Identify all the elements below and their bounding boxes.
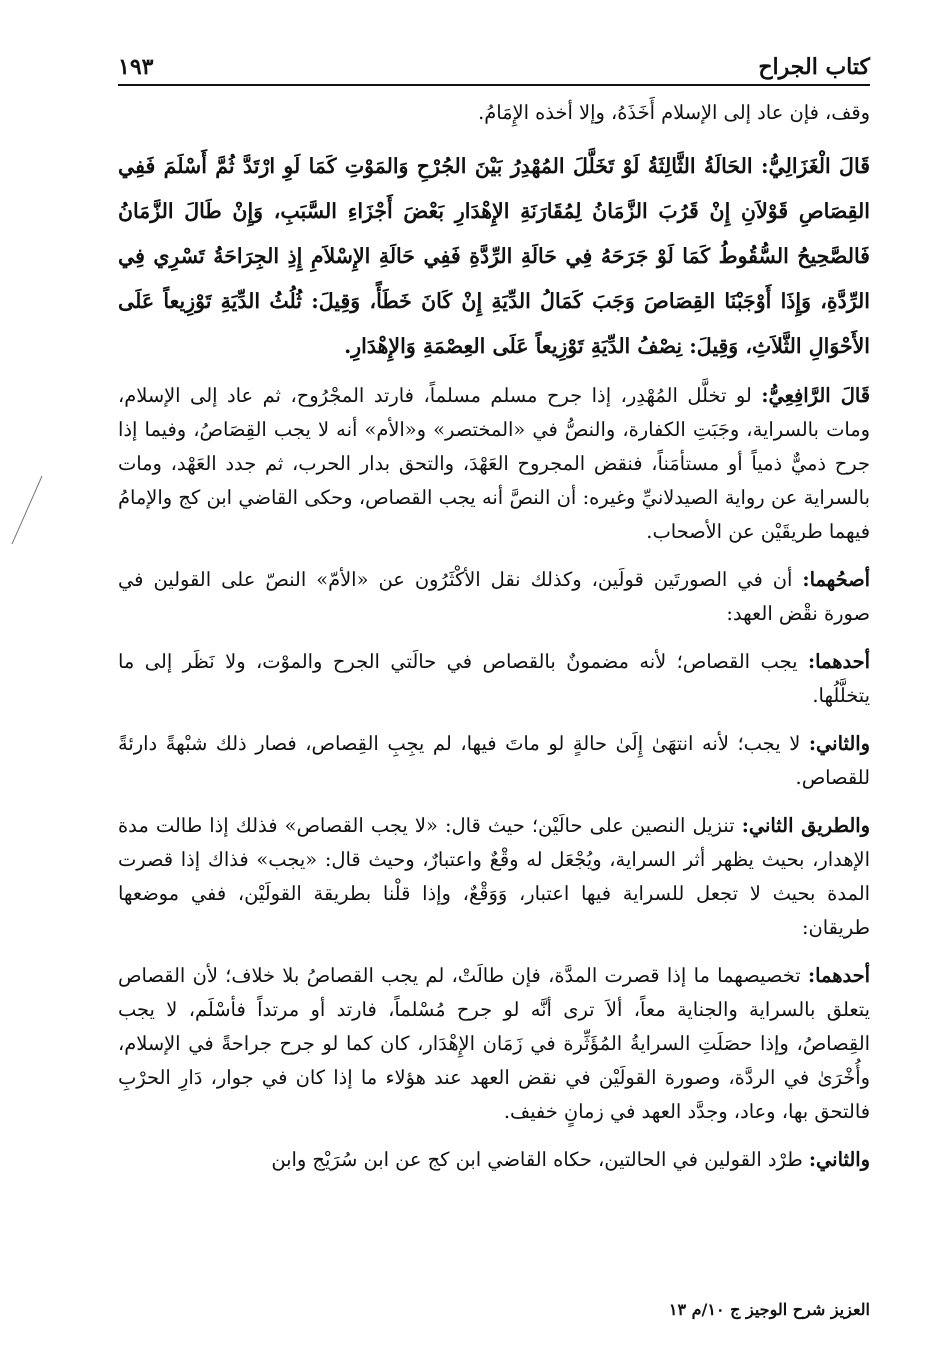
paragraph-rafii-commentary bbox=[118, 379, 870, 549]
page-header bbox=[118, 36, 870, 86]
page-number: ١٩٣ bbox=[118, 54, 154, 80]
paragraph-ghazali-matn bbox=[118, 144, 870, 369]
paragraph-text: تنزيل النصين على حالَيْن؛ حيث قال: «لا يجب القصاص» فذلك إذا طالت مدة الإهدار، بحيث يظهر أثر السراية، ويُجْعَل له وقْعٌ واعتبارٌ، وحيث قال: «يجب» فذاك إذا قصرت المدة بحيث لا تجعل للسراية فيها اعتبار، وَوَقْعٌ، وإذا قلْنا بطريقة القولَيْن، ففي موضعها طريقان: bbox=[118, 814, 870, 939]
paragraph-text: طرْد القولين في الحالتين، حكاه القاضي ابن كج عن ابن سُرَيْج وابن bbox=[271, 1148, 809, 1171]
scan-edge-mark bbox=[8, 470, 48, 550]
paragraph-text: يجب القصاص؛ لأنه مضمونٌ بالقصاص في حالَتي الجرح والموْت، ولا نَظَر إلى ما يتخلَّلُها. bbox=[118, 650, 870, 707]
page-signature: العزيز شرح الوجيز ج ١٠/م ١٣ bbox=[668, 1300, 870, 1319]
paragraph-lead: أحدهما: bbox=[807, 964, 870, 987]
paragraph-text: لا يجب؛ لأنه انتهَىٰ إِلَىٰ حالةٍ لو ماتَ فيها، لم يجِبِ القِصاص، فصار ذلك شبْهةً دارئةً للقصاص. bbox=[118, 732, 870, 789]
paragraph-first-method bbox=[118, 959, 870, 1129]
paragraph-lead: والثاني: bbox=[808, 1148, 870, 1171]
paragraph-lead: والطريق الثاني: bbox=[741, 814, 870, 837]
paragraph-text: لو تخلَّل المُهْدِر، إذا جرح مسلم مسلماً، فارتد المجْرُوح، ثم عاد إلى الإسلام، ومات بالسراية، وجَبَتِ الكفارة، والنصُّ في «المختصر» و«الأم» أنه لا يجب القِصَاصُ، وفيما إذا جرح ذميٌّ ذمياً أو مستأمَناً، فنقض المجروح العَهْدَ، والتحق بدار الحرب، ثم جدد العَهْد، ومات بالسراية عن رواية الصيدلانيِّ وغيره: أن النصَّ أنه يجب القصاص، وحكى القاضي ابن كج والإمامُ فيهما طريقَيْن عن الأصحاب. bbox=[118, 384, 870, 543]
paragraph-text: قَالَ الْغَزَالِيُّ: الحَالَةُ الثَّالِثَةُ لَوْ تَخَلَّلَ المُهْدِرُ بَيْنَ الجُرْحِ وَالمَوْتِ كَمَا لَوِ ارْتَدَّ ثُمَّ أَسْلَمَ فَفِي القِصَاصِ قَوْلاَنِ إِنْ قَرُبَ الزَّمَانُ لِمُقَارَنَةِ الإِهْدَارِ بَعْضَ أَجْزَاءِ السَّبَبِ، وَإِنْ طَالَ الزَّمَانُ فَالصَّحِيحُ السُّقُوطُ كَمَا لَوْ جَرَحَهُ فِي حَالَةِ الرِّدَّةِ فَفِي حَالَةِ الإِسْلاَمِ إِذِ الجِرَاحَةُ تَسْرِي فِي الرِّدَّةِ، وَإِذَا أَوْجَبْنَا القِصَاصَ وَجَبَ كَمَالُ الدِّيَةِ إِنْ كَانَ خَطَأً، وَقِيلَ: ثُلُثُ الدِّيَةِ تَوْزِيعاً عَلَى الأَحْوَالِ الثَّلاَثِ، وَقِيلَ: نِصْفُ الدِّيَةِ تَوْزِيعاً عَلَى العِصْمَةِ وَالإِهْدَارِ. bbox=[118, 154, 870, 358]
paragraph-lead: أصحُهما: bbox=[802, 568, 870, 591]
paragraph-text: تخصيصهما ما إذا قصرت المدَّة، فإن طالَتْ، لم يجب القصاصُ بلا خلاف؛ لأن القصاص يتعلق بالسراية والجناية معاً، ألاَ ترى أنَّه لو جرح مُسْلماً، فارتد أو مرتداً فأسْلَم، لا يجب القِصاصُ، وإذا حصَلَتِ السرايةُ المُؤَثِّرة في زَمَان الإِهْدَار، كان كما لو جرح جراحةً في الإسلام، وأُخْرَىٰ في الردَّة، وصورة القولَيْن في نقض العهد عند هؤلاء ما إذا كان في جوار، دَارِ الحرْبِ فالتحق بها، وعاد، وجدَّد العهد في زمانٍ خفيف. bbox=[118, 964, 870, 1123]
paragraph-second-opinion bbox=[118, 727, 870, 795]
paragraph-text: أن في الصورتَين قولَين، وكذلك نقل الأكْثَرُون عن «الأمّ» النصّ على القولين في صورة نقْض العهد: bbox=[118, 568, 870, 625]
running-head: كتاب الجراح bbox=[758, 54, 870, 80]
paragraph-second-path bbox=[118, 809, 870, 945]
page-body bbox=[118, 96, 870, 1191]
paragraph-lead: قَالَ الرَّافِعِيُّ: bbox=[761, 384, 871, 407]
paragraph-first-path bbox=[118, 563, 870, 631]
paragraph-text: وقف، فإن عاد إلى الإسلام أَخَذَهُ، وإلا أخذه الإِمَامُ. bbox=[478, 101, 870, 124]
paragraph-lead: أحدهما: bbox=[807, 650, 870, 673]
paragraph-continuation bbox=[118, 96, 870, 130]
paragraph-lead: والثاني: bbox=[808, 732, 870, 755]
paragraph-second-method bbox=[118, 1143, 870, 1177]
paragraph-first-opinion bbox=[118, 645, 870, 713]
